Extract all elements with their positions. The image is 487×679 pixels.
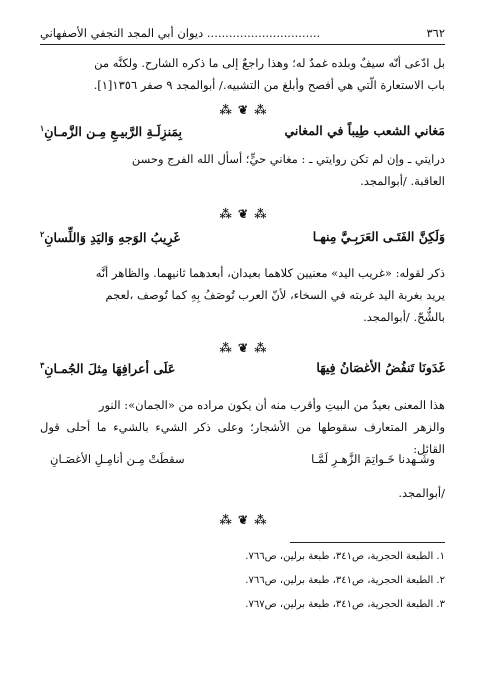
signature-line: /أبوالمجد. [398, 486, 445, 500]
verse-second-hemistich [40, 360, 175, 376]
paragraph-2 [40, 148, 445, 192]
verse-first-hemistich: مَغاني الشعب طِيباً في المغاني [284, 123, 445, 138]
page-header [40, 24, 445, 42]
footnote-marker: ١ [40, 123, 45, 133]
paragraph-line: باب الاستعارة الّتي هي أفصح وأبلغ من التشبيه./ أبوالمجد ٩ صفر ١٣٥٦[١]. [93, 78, 445, 92]
footnote-2: ٢. الطبعة الحجرية، ص٣٤١، طبعة برلين، ص٧٦٦. [245, 575, 445, 586]
footnote-marker: ٢ [40, 229, 45, 239]
verse-first-hemistich: غَدَونَا تَنفُضُ الأغصَانُ فِيهَا [316, 360, 445, 375]
verse-quoted [40, 452, 445, 466]
section-ornament: ⁂ ❦ ⁂ [219, 207, 268, 221]
footnote-3: ٣. الطبعة الحجرية، ص٣٤١، طبعة برلين، ص٧٦٧. [245, 599, 445, 610]
paragraph-line: والزهر المتعارف سقوطها من الأشجار؛ وعلى ذكر الشيء بالشيء ما أحلى قول القائل: [40, 420, 445, 456]
verse-second-hemistich [40, 229, 180, 245]
verse-2 [40, 229, 445, 245]
paragraph-3 [40, 262, 445, 328]
section-ornament: ⁂ ❦ ⁂ [219, 341, 268, 355]
verse-second-hemistich [40, 123, 182, 139]
paragraph-5 [40, 482, 445, 504]
footnote-rule [290, 542, 445, 543]
paragraph-line: العاقبة. /أبوالمجد. [360, 174, 445, 188]
paragraph-line: درايتي ـ وإن لم تكن روايتي ـ : مغاني حيٍّ؛ أسأل الله الفرج وحسن [131, 152, 445, 166]
paragraph-line: بالشُّحّ. /أبوالمجد. [363, 310, 445, 324]
paragraph-4 [40, 394, 445, 460]
verse-first-hemistich: وشَـهدنا خَـواتِمَ الزَّهـرِ لَمَّـا [311, 452, 435, 466]
section-ornament: ⁂ ❦ ⁂ [219, 103, 268, 117]
verse-second-hemistich: سقطَتْ مِـن أنامِـلِ الأغصَـانِ [50, 452, 185, 466]
section-ornament: ⁂ ❦ ⁂ [219, 513, 268, 527]
verse-text: غَرِيبُ الوَجهِ وَاليَدِ وَاللِّسانِ [44, 230, 180, 246]
page-number: ٣٦٢ [426, 26, 445, 40]
paragraph-line: ذكر لقوله: «غريب اليد» معنيين كلاهما بعيدان، أبعدهما ثانيهما. والظاهر أنَّه [95, 266, 445, 280]
header-rule [40, 44, 445, 45]
running-title: ............................... ديوان أبي المجد النجفي الأصفهاني [40, 26, 321, 40]
paragraph-line: هذا المعنى بعيدٌ من البيتِ وأقرب منه أن يكون مراده من «الجمان»: النور [98, 398, 445, 412]
verse-text: عَلَى أعرافِهَا مِثلَ الجُمـانِ [44, 361, 176, 377]
paragraph-1 [40, 52, 445, 96]
footnote-marker: ٣ [40, 360, 45, 370]
verse-text: بِمَنزِلَـةِ الرَّبيـعِ مِـن الزَّمـانِ [44, 124, 183, 140]
verse-1 [40, 123, 445, 139]
paragraph-line: يريد بغربة اليد غربته في السخاء، لأنّ العرب تُوصَفُ بِهِ كما تُوصف ،لعجم [105, 288, 445, 302]
paragraph-line: بل ادّعى أنّه سيفٌ وبلده غمدٌ له؛ وهذا راجعٌ إلى ما ذكره الشارح. ولكنَّه من [94, 56, 445, 70]
footnote-1: ١. الطبعة الحجرية، ص٣٤١، طبعة برلين، ص٧٦٦. [245, 551, 445, 562]
verse-first-hemistich: وَلَكِنَّ الفَتَـى العَرَبِـيَّ مِنهـا [312, 229, 445, 244]
verse-3 [40, 360, 445, 376]
